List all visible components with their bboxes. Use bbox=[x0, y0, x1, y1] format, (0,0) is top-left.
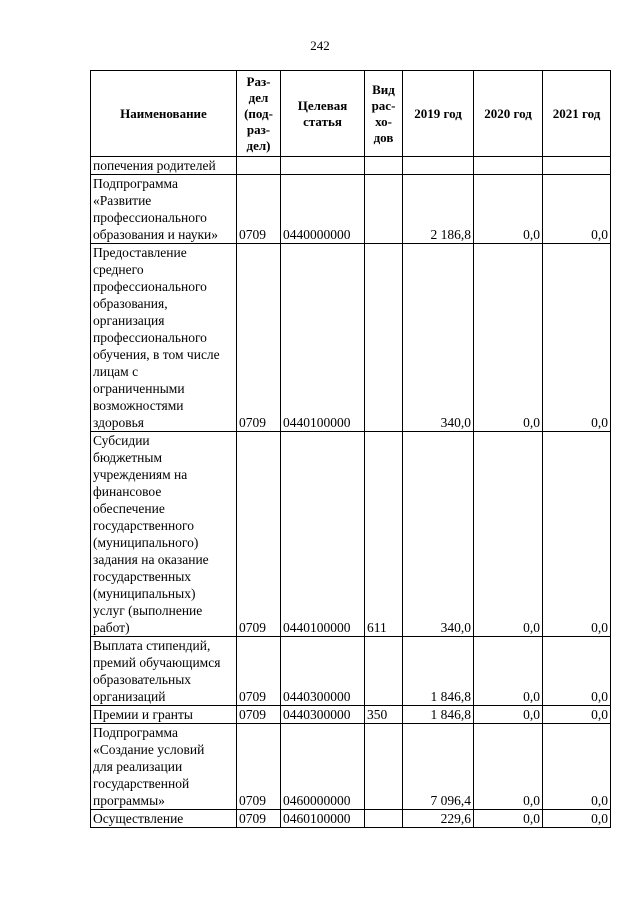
row-name: Выплата стипендий, премий обучающимся образовательных организаций bbox=[91, 637, 237, 706]
row-2021: 0,0 bbox=[543, 724, 611, 810]
row-2021: 0,0 bbox=[543, 810, 611, 828]
row-2021 bbox=[543, 157, 611, 175]
row-vid bbox=[365, 157, 403, 175]
budget-table bbox=[90, 70, 611, 828]
row-vid: 350 bbox=[365, 706, 403, 724]
row-2020 bbox=[474, 157, 543, 175]
row-2019: 7 096,4 bbox=[403, 724, 474, 810]
row-2019: 229,6 bbox=[403, 810, 474, 828]
row-vid bbox=[365, 810, 403, 828]
row-razdel: 0709 bbox=[237, 432, 281, 637]
row-2019 bbox=[403, 157, 474, 175]
row-target: 0440300000 bbox=[281, 637, 365, 706]
row-razdel: 0709 bbox=[237, 244, 281, 432]
row-2021: 0,0 bbox=[543, 432, 611, 637]
table-row bbox=[91, 432, 611, 637]
header-2019: 2019 год bbox=[403, 71, 474, 157]
row-target: 0460000000 bbox=[281, 724, 365, 810]
header-razdel: Раз- дел (под- раз- дел) bbox=[237, 71, 281, 157]
row-name: Субсидии бюджетным учреждениям на финансовое обеспечение государственного (муниципального) задания на оказание государственных (муниципальных) услуг (выполнение работ) bbox=[91, 432, 237, 637]
row-2019: 1 846,8 bbox=[403, 637, 474, 706]
header-name: Наименование bbox=[91, 71, 237, 157]
header-2021: 2021 год bbox=[543, 71, 611, 157]
row-razdel: 0709 bbox=[237, 810, 281, 828]
row-2020: 0,0 bbox=[474, 244, 543, 432]
row-name: Осуществление bbox=[91, 810, 237, 828]
row-razdel: 0709 bbox=[237, 637, 281, 706]
row-name: попечения родителей bbox=[91, 157, 237, 175]
row-vid bbox=[365, 637, 403, 706]
row-2019: 2 186,8 bbox=[403, 175, 474, 244]
row-2020: 0,0 bbox=[474, 637, 543, 706]
row-target: 0440100000 bbox=[281, 244, 365, 432]
row-name: Премии и гранты bbox=[91, 706, 237, 724]
row-vid: 611 bbox=[365, 432, 403, 637]
table-row bbox=[91, 810, 611, 828]
row-vid bbox=[365, 724, 403, 810]
row-target: 0460100000 bbox=[281, 810, 365, 828]
table-header-row bbox=[91, 71, 611, 157]
row-2019: 340,0 bbox=[403, 432, 474, 637]
table-row bbox=[91, 706, 611, 724]
row-2020: 0,0 bbox=[474, 175, 543, 244]
table-row bbox=[91, 724, 611, 810]
table-row bbox=[91, 157, 611, 175]
row-2021: 0,0 bbox=[543, 706, 611, 724]
row-name: Подпрограмма «Создание условий для реализации государственной программы» bbox=[91, 724, 237, 810]
row-name: Подпрограмма «Развитие профессионального образования и науки» bbox=[91, 175, 237, 244]
row-razdel bbox=[237, 157, 281, 175]
row-2019: 1 846,8 bbox=[403, 706, 474, 724]
table-row bbox=[91, 637, 611, 706]
row-target: 0440300000 bbox=[281, 706, 365, 724]
row-razdel: 0709 bbox=[237, 175, 281, 244]
header-vid: Вид рас- хо- дов bbox=[365, 71, 403, 157]
row-vid bbox=[365, 244, 403, 432]
row-2021: 0,0 bbox=[543, 637, 611, 706]
row-2021: 0,0 bbox=[543, 244, 611, 432]
row-razdel: 0709 bbox=[237, 706, 281, 724]
header-2020: 2020 год bbox=[474, 71, 543, 157]
row-2019: 340,0 bbox=[403, 244, 474, 432]
row-target: 0440000000 bbox=[281, 175, 365, 244]
header-target: Целевая статья bbox=[281, 71, 365, 157]
row-2021: 0,0 bbox=[543, 175, 611, 244]
table-body bbox=[91, 157, 611, 828]
row-2020: 0,0 bbox=[474, 724, 543, 810]
row-target bbox=[281, 157, 365, 175]
row-target: 0440100000 bbox=[281, 432, 365, 637]
row-2020: 0,0 bbox=[474, 432, 543, 637]
row-razdel: 0709 bbox=[237, 724, 281, 810]
table-row bbox=[91, 175, 611, 244]
table-row bbox=[91, 244, 611, 432]
row-vid bbox=[365, 175, 403, 244]
row-name: Предоставление среднего профессионального образования, организация профессионального обучения, в том числе лицам с ограниченными возможностями здоровья bbox=[91, 244, 237, 432]
row-2020: 0,0 bbox=[474, 706, 543, 724]
row-2020: 0,0 bbox=[474, 810, 543, 828]
page-number: 242 bbox=[310, 38, 330, 53]
